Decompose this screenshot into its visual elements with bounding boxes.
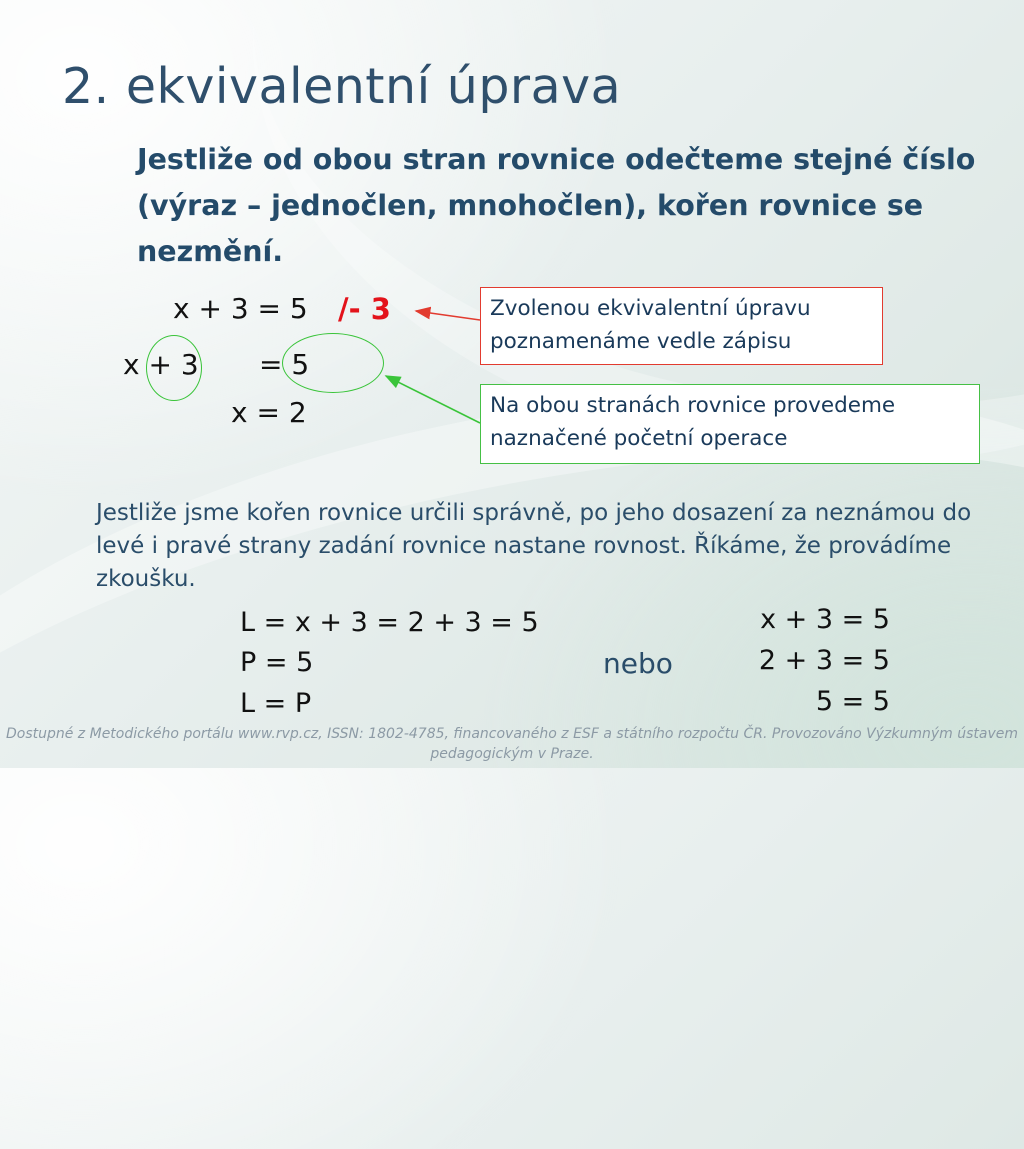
callout-red: Zvolenou ekvivalentní úpravu poznamenáme vedle zápisu	[480, 287, 883, 365]
highlight-oval-right	[282, 333, 384, 393]
check-left-line: L = x + 3 = 2 + 3 = 5	[240, 607, 539, 638]
footer-credit: Dostupné z Metodického portálu www.rvp.cz, ISSN: 1802-4785, financovaného z ESF a státního rozpočtu ČR. Provozováno Výzkumným ústavem pedagogickým v Praze.	[5, 726, 1019, 762]
highlight-oval-left	[146, 335, 202, 401]
check-right-line: 2 + 3 = 5	[758, 645, 890, 676]
check-right-line: x + 3 = 5	[760, 604, 890, 635]
check-left-line: L = P	[240, 688, 312, 719]
slide-title: 2. ekvivalentní úprava	[62, 58, 622, 115]
lead-statement: Jestliže od obou stran rovnice odečteme stejné číslo (výraz – jednočlen, mnohočlen), kořen rovnice se nezmění.	[137, 143, 976, 268]
green-arrow	[386, 376, 480, 423]
check-explanation: Jestliže jsme kořen rovnice určili správně, po jeho dosazení za neznámou do levé i pravé strany zadání rovnice nastane rovnost. Říkáme, že provádíme zkoušku.	[96, 500, 972, 592]
equation-line-1: x + 3 = 5	[173, 292, 308, 325]
equation-line-2-left: x + 3	[123, 348, 199, 381]
operation-note: /- 3	[338, 292, 391, 326]
equation-line-2-right: = 5	[259, 348, 310, 381]
or-label: nebo	[603, 647, 673, 680]
equation-result: x = 2	[231, 396, 307, 429]
check-left-line: P = 5	[240, 647, 314, 678]
check-right-line: 5 = 5	[815, 686, 890, 717]
callout-green: Na obou stranách rovnice provedeme naznačené početní operace	[480, 384, 980, 464]
